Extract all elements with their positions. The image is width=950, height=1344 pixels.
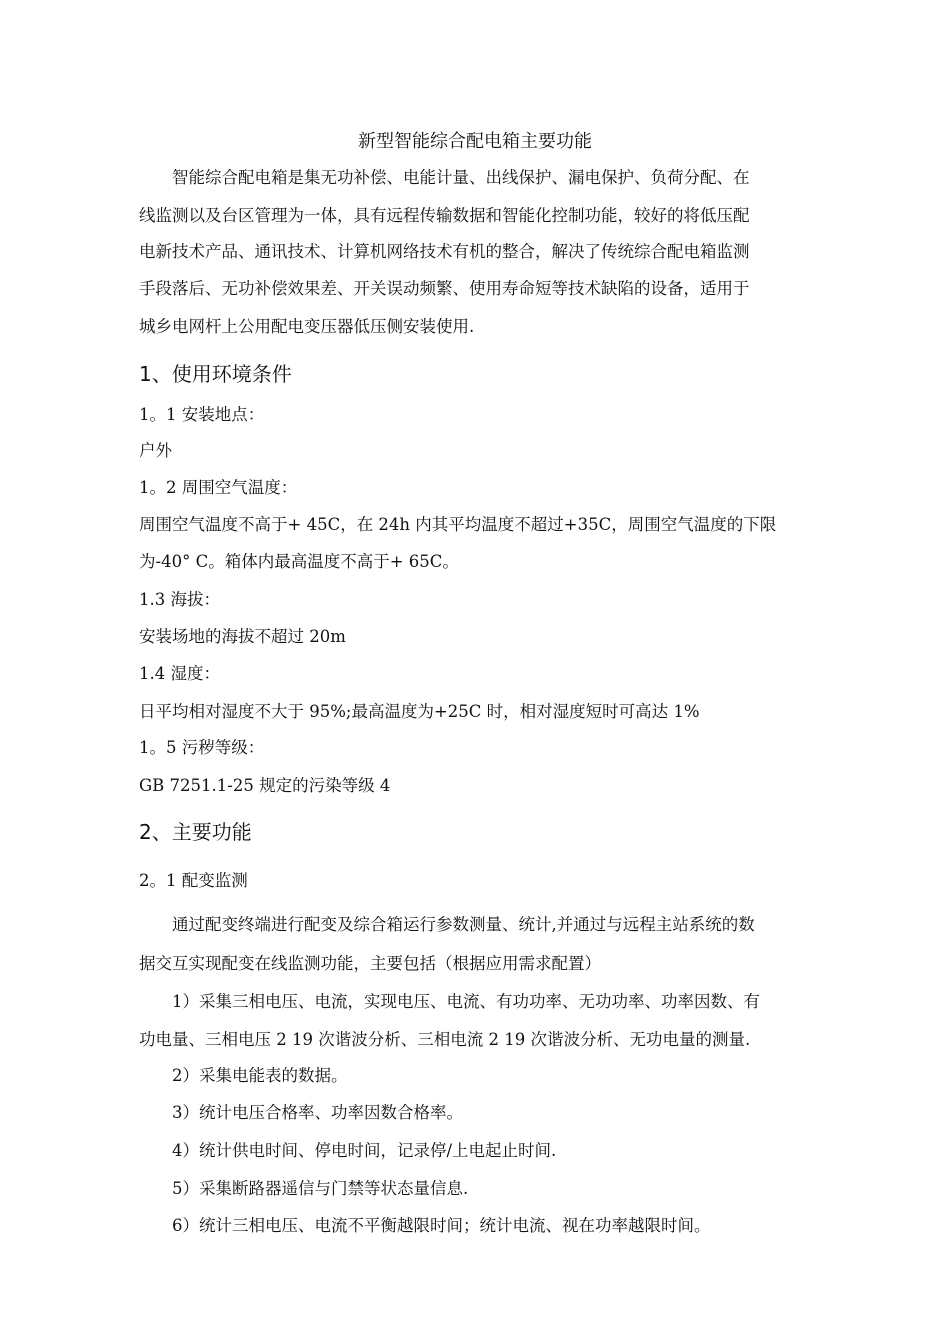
list-item-4: 4）统计供电时间、停电时间，记录停/上电起止时间. — [172, 1141, 557, 1160]
monitoring-label: 2。1 配变监测 — [139, 871, 248, 890]
document-title: 新型智能综合配电箱主要功能 — [358, 131, 592, 152]
install-location-value: 户外 — [139, 441, 172, 460]
intro-line-3: 电新技术产品、通讯技术、计算机网络技术有机的整合，解决了传统综合配电箱监测 — [139, 242, 750, 261]
humidity-label: 1.4 湿度： — [139, 664, 220, 683]
humidity-value: 日平均相对湿度不大于 95%;最高温度为+25C 时，相对湿度短时可高达 1% — [139, 702, 700, 721]
intro-line-5: 城乡电网杆上公用配电变压器低压侧安装使用. — [139, 317, 475, 336]
ambient-temp-value-2: 为-40° C。箱体内最高温度不高于+ 65C。 — [139, 552, 459, 571]
list-item-3: 3）统计电压合格率、功率因数合格率。 — [172, 1103, 463, 1122]
monitoring-para-1: 通过配变终端进行配变及综合箱运行参数测量、统计,并通过与远程主站系统的数 — [172, 915, 755, 934]
list-item-1-line-1: 1）采集三相电压、电流，实现电压、电流、有功功率、无功功率、功率因数、有 — [172, 992, 760, 1011]
ambient-temp-label: 1。2 周围空气温度： — [139, 478, 298, 497]
pollution-value: GB 7251.1-25 规定的污染等级 4 — [139, 776, 391, 795]
ambient-temp-value-1: 周围空气温度不高于+ 45C，在 24h 内其平均温度不超过+35C，周围空气温度的下限 — [139, 515, 777, 534]
install-location-label: 1。1 安装地点： — [139, 405, 265, 424]
intro-line-1: 智能综合配电箱是集无功补偿、电能计量、出线保护、漏电保护、负荷分配、在 — [172, 168, 750, 187]
monitoring-para-2: 据交互实现配变在线监测功能，主要包括（根据应用需求配置） — [139, 954, 601, 973]
intro-line-4: 手段落后、无功补偿效果差、开关误动频繁、使用寿命短等技术缺陷的设备，适用于 — [139, 279, 750, 298]
intro-line-2: 线监测以及台区管理为一体，具有远程传输数据和智能化控制功能，较好的将低压配 — [139, 206, 750, 225]
list-item-1-line-2: 功电量、三相电压 2 19 次谐波分析、三相电流 2 19 次谐波分析、无功电量的测量. — [139, 1030, 751, 1049]
list-item-2: 2）采集电能表的数据。 — [172, 1066, 348, 1085]
altitude-label: 1.3 海拔： — [139, 590, 220, 609]
list-item-5: 5）采集断路器遥信与门禁等状态量信息. — [172, 1179, 469, 1198]
section-2-heading: 2、主要功能 — [139, 820, 252, 844]
section-1-heading: 1、使用环境条件 — [139, 362, 292, 386]
altitude-value: 安装场地的海拔不超过 20m — [139, 627, 346, 646]
list-item-6: 6）统计三相电压、电流不平衡越限时间；统计电流、视在功率越限时间。 — [172, 1216, 711, 1235]
pollution-label: 1。5 污秽等级： — [139, 738, 265, 757]
